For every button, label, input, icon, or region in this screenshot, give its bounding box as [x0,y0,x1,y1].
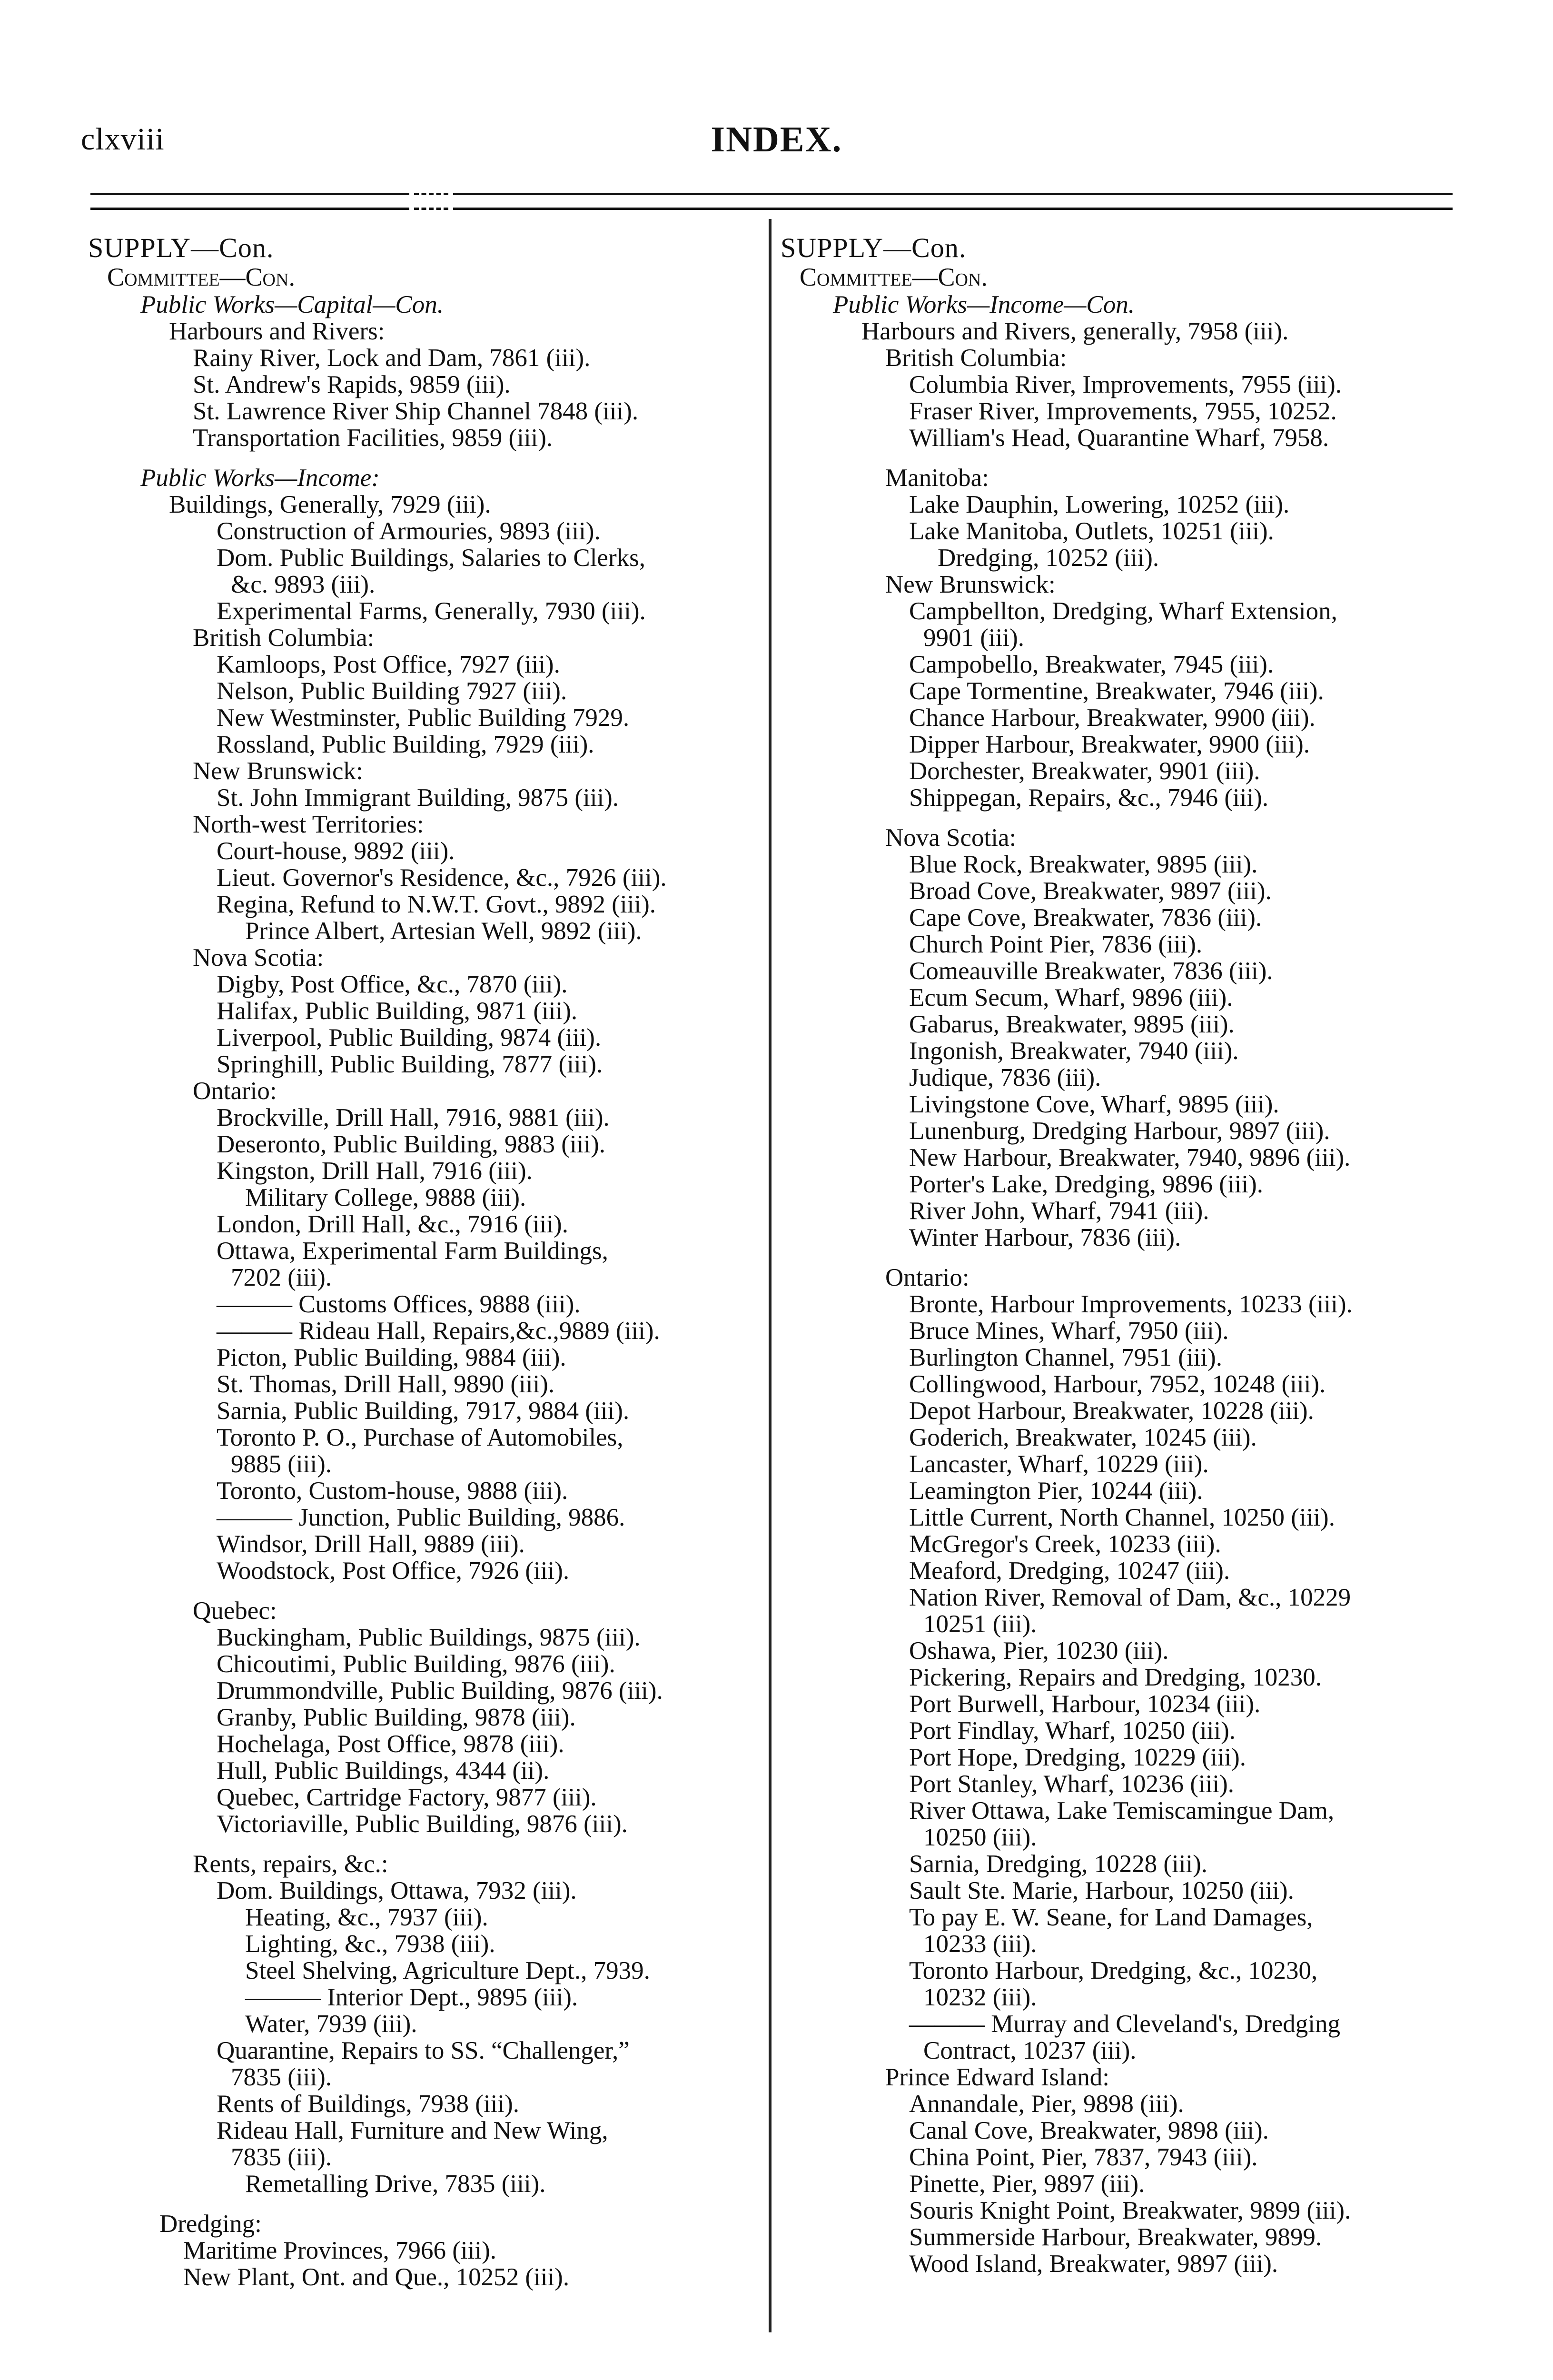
index-entry: London, Drill Hall, &c., 7916 (iii). [217,1210,568,1238]
header-rule [453,193,1453,210]
index-entry: Lancaster, Wharf, 10229 (iii). [909,1450,1209,1478]
index-entry: Prince Edward Island: [885,2063,1109,2091]
index-entry: Broad Cove, Breakwater, 9897 (iii). [909,877,1272,905]
index-entry: Summerside Harbour, Breakwater, 9899. [909,2223,1322,2251]
index-entry: Blue Rock, Breakwater, 9895 (iii). [909,851,1258,878]
index-entry: Drummondville, Public Building, 9876 (iii). [217,1677,663,1705]
index-entry: Rents, repairs, &c.: [193,1850,388,1878]
index-entry: Rideau Hall, Furniture and New Wing, [217,2117,608,2144]
page-number: clxviii [81,122,165,157]
index-entry: To pay E. W. Seane, for Land Damages, [909,1904,1313,1931]
index-entry: ——— Junction, Public Building, 9886. [217,1504,625,1531]
index-entry: Bronte, Harbour Improvements, 10233 (iii). [909,1290,1353,1318]
index-entry: Campbellton, Dredging, Wharf Extension, [909,597,1337,625]
index-entry: Port Hope, Dredging, 10229 (iii). [909,1744,1246,1771]
index-entry: Regina, Refund to N.W.T. Govt., 9892 (iii). [217,891,656,918]
index-entry: Ontario: [193,1077,277,1105]
index-entry: Dredging: [159,2210,262,2238]
index-entry: Rossland, Public Building, 7929 (iii). [217,731,594,758]
index-entry: 10250 (iii). [923,1824,1037,1851]
index-entry: Nova Scotia: [193,944,324,972]
index-entry: Chicoutimi, Public Building, 9876 (iii). [217,1650,615,1678]
index-entry: Toronto P. O., Purchase of Automobiles, [217,1424,623,1451]
index-entry: Woodstock, Post Office, 7926 (iii). [217,1557,570,1585]
index-entry: Gabarus, Breakwater, 9895 (iii). [909,1011,1235,1038]
index-entry: Lake Manitoba, Outlets, 10251 (iii). [909,517,1274,545]
index-entry: Deseronto, Public Building, 9883 (iii). [217,1130,606,1158]
index-entry: McGregor's Creek, 10233 (iii). [909,1530,1221,1558]
index-entry: New Harbour, Breakwater, 7940, 9896 (iii). [909,1144,1351,1171]
index-entry: Bruce Mines, Wharf, 7950 (iii). [909,1317,1229,1345]
index-entry: Water, 7939 (iii). [245,2010,417,2038]
index-entry: 7835 (iii). [231,2143,332,2171]
index-entry: Porter's Lake, Dredging, 9896 (iii). [909,1170,1264,1198]
index-entry: Meaford, Dredging, 10247 (iii). [909,1557,1230,1585]
index-entry: Leamington Pier, 10244 (iii). [909,1477,1203,1505]
index-entry: Canal Cove, Breakwater, 9898 (iii). [909,2117,1269,2144]
index-entry: Heating, &c., 7937 (iii). [245,1904,488,1931]
index-entry: Livingstone Cove, Wharf, 9895 (iii). [909,1091,1279,1118]
index-entry: Victoriaville, Public Building, 9876 (iii). [217,1810,628,1838]
index-entry: Harbours and Rivers, generally, 7958 (iii). [861,317,1289,345]
index-entry: Quebec: [193,1597,277,1625]
index-entry: Court-house, 9892 (iii). [217,837,455,865]
index-entry: 9901 (iii). [923,624,1024,652]
index-entry: Souris Knight Point, Breakwater, 9899 (iii). [909,2197,1351,2224]
index-entry: New Brunswick: [193,757,363,785]
index-entry: Sarnia, Public Building, 7917, 9884 (iii). [217,1397,630,1425]
index-entry: Buckingham, Public Buildings, 9875 (iii). [217,1624,641,1651]
index-entry: Chance Harbour, Breakwater, 9900 (iii). [909,704,1316,732]
index-entry: Burlington Channel, 7951 (iii). [909,1344,1223,1371]
index-entry: Dredging, 10252 (iii). [938,544,1159,572]
index-entry: China Point, Pier, 7837, 7943 (iii). [909,2143,1258,2171]
header-rule-ornament [414,193,448,210]
index-entry: 10232 (iii). [923,1983,1037,2011]
index-entry: Little Current, North Channel, 10250 (iii). [909,1504,1335,1531]
index-entry: Wood Island, Breakwater, 9897 (iii). [909,2250,1278,2278]
index-entry: Judique, 7836 (iii). [909,1064,1101,1091]
page-title: INDEX. [711,119,842,159]
header-rule [90,193,409,210]
index-entry: Fraser River, Improvements, 7955, 10252. [909,397,1337,425]
index-entry: Cape Tormentine, Breakwater, 7946 (iii). [909,677,1324,705]
index-entry: Dom. Buildings, Ottawa, 7932 (iii). [217,1877,577,1904]
index-entry: Port Findlay, Wharf, 10250 (iii). [909,1717,1236,1745]
index-entry: North-west Territories: [193,811,424,838]
index-entry: Quebec, Cartridge Factory, 9877 (iii). [217,1784,597,1811]
index-entry: Military College, 9888 (iii). [245,1184,526,1211]
index-entry: Columbia River, Improvements, 7955 (iii). [909,371,1342,398]
index-entry: New Brunswick: [885,571,1056,598]
index-entry: Windsor, Drill Hall, 9889 (iii). [217,1530,525,1558]
index-entry: Dorchester, Breakwater, 9901 (iii). [909,757,1260,785]
index-entry: British Columbia: [885,344,1067,372]
index-entry: Liverpool, Public Building, 9874 (iii). [217,1024,602,1051]
index-entry: Pinette, Pier, 9897 (iii). [909,2170,1145,2198]
index-entry: Port Stanley, Wharf, 10236 (iii). [909,1770,1234,1798]
index-entry: ——— Interior Dept., 9895 (iii). [245,1983,578,2011]
index-entry: New Plant, Ont. and Que., 10252 (iii). [183,2263,570,2291]
index-entry: Collingwood, Harbour, 7952, 10248 (iii). [909,1370,1326,1398]
index-entry: ——— Rideau Hall, Repairs,&c.,9889 (iii). [217,1317,660,1345]
index-entry: Ecum Secum, Wharf, 9896 (iii). [909,984,1233,1012]
index-entry: Committee—Con. [107,263,295,291]
index-entry: St. Andrew's Rapids, 9859 (iii). [193,371,511,398]
index-entry: Brockville, Drill Hall, 7916, 9881 (iii). [217,1104,610,1131]
index-entry: ——— Customs Offices, 9888 (iii). [217,1290,581,1318]
index-entry: Cape Cove, Breakwater, 7836 (iii). [909,904,1262,932]
index-entry: Harbours and Rivers: [169,317,385,345]
index-entry: River John, Wharf, 7941 (iii). [909,1197,1209,1225]
index-entry: Sarnia, Dredging, 10228 (iii). [909,1850,1208,1878]
index-entry: 10233 (iii). [923,1930,1037,1958]
index-entry: Port Burwell, Harbour, 10234 (iii). [909,1690,1261,1718]
index-entry: Toronto, Custom-house, 9888 (iii). [217,1477,568,1505]
index-entry: Kingston, Drill Hall, 7916 (iii). [217,1157,533,1185]
index-entry: Manitoba: [885,464,989,492]
index-entry: Granby, Public Building, 9878 (iii). [217,1704,576,1731]
index-entry: 7835 (iii). [231,2063,332,2091]
index-entry: Public Works—Capital—Con. [140,291,444,318]
index-entry: Contract, 10237 (iii). [923,2037,1137,2064]
index-entry: Maritime Provinces, 7966 (iii). [183,2237,496,2264]
index-entry: Construction of Armouries, 9893 (iii). [217,517,601,545]
index-entry: Ingonish, Breakwater, 7940 (iii). [909,1037,1239,1065]
index-entry: Lighting, &c., 7938 (iii). [245,1930,495,1958]
index-entry: Toronto Harbour, Dredging, &c., 10230, [909,1957,1318,1984]
index-entry: Remetalling Drive, 7835 (iii). [245,2170,546,2198]
index-entry: 7202 (iii). [231,1264,332,1291]
index-entry: New Westminster, Public Building 7929. [217,704,630,732]
index-entry: Rainy River, Lock and Dam, 7861 (iii). [193,344,591,372]
index-entry: Comeauville Breakwater, 7836 (iii). [909,957,1273,985]
index-column-right [781,233,1466,2277]
index-entry: &c. 9893 (iii). [231,571,376,598]
index-entry: Prince Albert, Artesian Well, 9892 (iii). [245,917,642,945]
index-entry: Springhill, Public Building, 7877 (iii). [217,1051,603,1078]
index-entry: Annandale, Pier, 9898 (iii). [909,2090,1184,2118]
index-entry: 9885 (iii). [231,1450,332,1478]
index-entry: Halifax, Public Building, 9871 (iii). [217,997,578,1025]
index-entry: Lunenburg, Dredging Harbour, 9897 (iii). [909,1117,1330,1145]
index-entry: Committee—Con. [800,263,988,291]
index-entry: Nation River, Removal of Dam, &c., 10229 [909,1584,1351,1611]
index-entry: Oshawa, Pier, 10230 (iii). [909,1637,1169,1665]
index-entry: Experimental Farms, Generally, 7930 (iii). [217,597,646,625]
index-entry: River Ottawa, Lake Temiscamingue Dam, [909,1797,1335,1825]
index-entry: William's Head, Quarantine Wharf, 7958. [909,424,1329,452]
index-entry: Digby, Post Office, &c., 7870 (iii). [217,971,568,998]
index-entry: Hull, Public Buildings, 4344 (ii). [217,1757,550,1785]
index-entry: Shippegan, Repairs, &c., 7946 (iii). [909,784,1269,812]
index-entry: Dipper Harbour, Breakwater, 9900 (iii). [909,731,1310,758]
index-entry: SUPPLY—Con. [781,232,967,263]
index-entry: Depot Harbour, Breakwater, 10228 (iii). [909,1397,1314,1425]
index-entry: Campobello, Breakwater, 7945 (iii). [909,651,1274,678]
index-entry: Nova Scotia: [885,824,1017,852]
index-entry: Picton, Public Building, 9884 (iii). [217,1344,566,1371]
index-entry: Quarantine, Repairs to SS. “Challenger,” [217,2037,630,2064]
index-entry: Public Works—Income—Con. [833,291,1135,318]
index-entry: St. John Immigrant Building, 9875 (iii). [217,784,619,812]
index-entry: St. Thomas, Drill Hall, 9890 (iii). [217,1370,555,1398]
index-column-left [88,233,773,2291]
index-entry: Lake Dauphin, Lowering, 10252 (iii). [909,491,1290,518]
index-entry: Transportation Facilities, 9859 (iii). [193,424,553,452]
index-entry: St. Lawrence River Ship Channel 7848 (iii). [193,397,639,425]
index-entry: Rents of Buildings, 7938 (iii). [217,2090,519,2118]
index-entry: Steel Shelving, Agriculture Dept., 7939. [245,1957,650,1984]
index-entry: Dom. Public Buildings, Salaries to Clerks, [217,544,645,572]
index-entry: Sault Ste. Marie, Harbour, 10250 (iii). [909,1877,1294,1904]
index-entry: Church Point Pier, 7836 (iii). [909,931,1203,958]
index-entry: ——— Murray and Cleveland's, Dredging [909,2010,1340,2038]
index-entry: Ontario: [885,1264,969,1291]
index-entry: Pickering, Repairs and Dredging, 10230. [909,1664,1322,1691]
index-entry: Ottawa, Experimental Farm Buildings, [217,1237,608,1265]
index-entry: Public Works—Income: [140,464,380,492]
index-entry: British Columbia: [193,624,375,652]
index-entry: Nelson, Public Building 7927 (iii). [217,677,567,705]
index-entry: Kamloops, Post Office, 7927 (iii). [217,651,560,678]
index-entry: Hochelaga, Post Office, 9878 (iii). [217,1730,564,1758]
index-entry: Buildings, Generally, 7929 (iii). [169,491,491,518]
index-entry: 10251 (iii). [923,1610,1037,1638]
index-entry: SUPPLY—Con. [88,232,274,263]
index-entry: Lieut. Governor's Residence, &c., 7926 (iii). [217,864,667,892]
index-entry: Goderich, Breakwater, 10245 (iii). [909,1424,1257,1451]
index-entry: Winter Harbour, 7836 (iii). [909,1224,1181,1251]
